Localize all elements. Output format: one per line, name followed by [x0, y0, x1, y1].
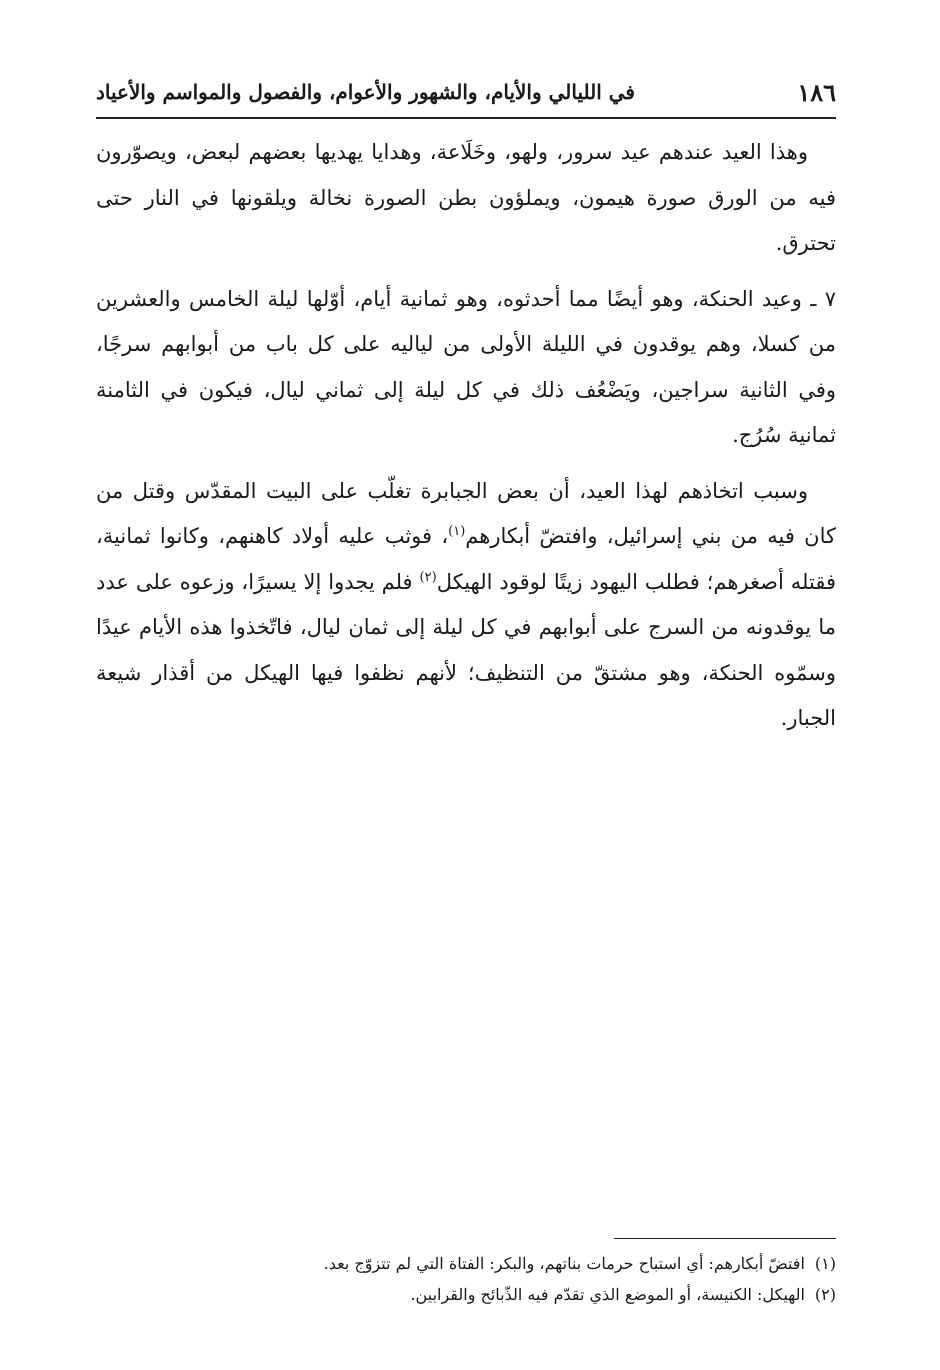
footnotes — [96, 1248, 836, 1310]
paragraph-3-part-c: فلم يجدوا إلا يسيرًا، وزعوه على عدد ما يوقدونه من السرج على أبوابهم في كل ليلة إلى ثمان ليال، فاتّخذوا هذه الأيام عيدًا وسمّوه الحنكة، وهو مشتقّ من التنظيف؛ لأنهم نظفوا فيها الهيكل من أقذار شيعة الجبار. — [96, 569, 836, 730]
footnote-separator — [614, 1238, 836, 1239]
footnote-text: الهيكل: الكنيسة، أو الموضع الذي تقدّم فيه الذّبائح والقرابين. — [410, 1285, 805, 1304]
paragraph-3-part-a: وسبب اتخاذهم لهذا العيد، أن بعض الجبابرة تغلّب على البيت المقدّس وقتل من كان فيه من بني إسرائيل، وافتضّ أبكارهم — [96, 478, 836, 548]
footnote-2 — [96, 1279, 836, 1310]
footnote-1 — [96, 1248, 836, 1279]
running-title: في الليالي والأيام، والشهور والأعوام، والفصول والمواسم والأعياد — [96, 80, 635, 104]
footnote-text: افتضّ أبكارهم: أي استباح حرمات بناتهم، والبكر: الفتاة التي لم تتزوّج بعد. — [323, 1254, 805, 1273]
page-number: ١٨٦ — [797, 78, 836, 107]
header-rule — [96, 117, 836, 119]
footnote-number: (١) — [814, 1254, 836, 1273]
paragraph-1: وهذا العيد عندهم عيد سرور، ولهو، وخَلَاعة، وهدايا يهديها بعضهم لبعض، ويصوّرون فيه من الورق صورة هيمون، ويملؤون بطن الصورة نخالة ويلقونها في النار حتى تحترق. — [96, 140, 836, 255]
footnote-ref-1: (١) — [448, 524, 466, 539]
paragraph-3-part-b: ، فوثب عليه أولاد كاهنهم، وكانوا ثمانية، فقتله أصغرهم؛ فطلب اليهود زيتًا لوقود الهيكل — [96, 524, 836, 594]
main-text — [96, 130, 836, 752]
paragraph-2: ٧ ـ وعيد الحنكة، وهو أيضًا مما أحدثوه، وهو ثمانية أيام، أوّلها ليلة الخامس والعشرين من كسلا، وهم يوقدون في الليلة الأولى من لياليه على كل باب من أبوابهم سرجًا، وفي الثانية سراجين، ويَضْعُف ذلك في كل ليلة إلى ثماني ليال، فيكون في الثامنة ثمانية سُرُج. — [96, 286, 836, 447]
footnote-ref-2: (٢) — [419, 569, 437, 585]
footnote-number: (٢) — [814, 1285, 836, 1304]
running-header — [96, 72, 836, 112]
paragraph-3 — [96, 469, 836, 742]
